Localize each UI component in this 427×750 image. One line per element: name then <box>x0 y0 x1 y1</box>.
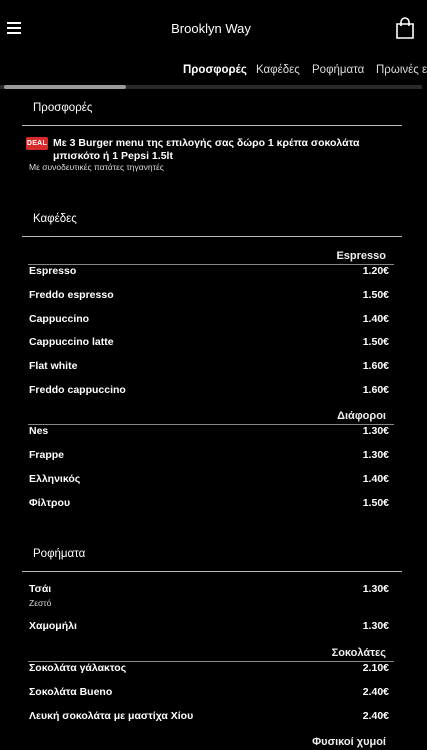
menu-item-price: 2.10€ <box>362 662 389 674</box>
section-title-drinks: Ροφήματα <box>33 548 86 560</box>
menu-item-price: 1.20€ <box>362 265 389 277</box>
menu-item-price: 1.60€ <box>362 384 389 396</box>
tab-offers[interactable]: Προσφορές <box>183 64 247 76</box>
menu-item-price: 1.50€ <box>362 289 389 301</box>
menu-item-name[interactable]: Freddo cappuccino <box>29 384 126 396</box>
menu-item-name[interactable]: Frappe <box>29 449 65 461</box>
menu-item-name[interactable]: Σοκολάτα Bueno <box>29 686 113 698</box>
menu-item-name[interactable]: Φίλτρου <box>29 497 71 509</box>
group-divider <box>28 424 394 425</box>
app-header <box>0 0 422 58</box>
section-title-offers: Προσφορές <box>33 102 93 114</box>
shopping-bag-icon[interactable] <box>395 17 415 39</box>
section-divider <box>22 571 402 572</box>
tabs-scroll-thumb[interactable] <box>4 85 126 89</box>
menu-item-price: 1.40€ <box>362 313 389 325</box>
menu-item-price: 1.30€ <box>362 449 389 461</box>
menu-item-name[interactable]: Σοκολάτα γάλακτος <box>29 662 127 674</box>
menu-item-name[interactable]: Λευκή σοκολάτα με μαστίχα Χίου <box>29 710 194 722</box>
menu-item-name[interactable]: Freddo espresso <box>29 289 114 301</box>
menu-item-name[interactable]: Espresso <box>29 265 77 277</box>
section-divider <box>22 125 402 126</box>
menu-item-price: 1.30€ <box>362 620 389 632</box>
menu-item-name[interactable]: Flat white <box>29 360 78 372</box>
menu-item-price: 1.30€ <box>362 425 389 437</box>
menu-item-name[interactable]: Τσάι <box>29 583 52 595</box>
menu-item-description: Ζεστό <box>29 598 52 608</box>
deal-badge: DEAL <box>26 137 48 150</box>
menu-item-price: 1.40€ <box>362 473 389 485</box>
menu-list <box>0 90 422 750</box>
group-divider <box>28 264 394 265</box>
menu-item-price: 1.60€ <box>362 360 389 372</box>
tab-coffees[interactable]: Καφέδες <box>256 64 300 76</box>
tabs-scrollbar[interactable] <box>0 85 422 89</box>
tab-breakfast[interactable]: Πρωινές ε <box>376 64 427 76</box>
section-title-coffees: Καφέδες <box>33 213 77 225</box>
menu-item-price: 2.40€ <box>362 686 389 698</box>
group-header-chocolates: Σοκολάτες <box>331 647 386 659</box>
deal-item-subtitle: Με συνοδευτικές πατάτες τηγανητές <box>29 162 164 172</box>
menu-item-price: 2.40€ <box>362 710 389 722</box>
menu-item-price: 1.50€ <box>362 336 389 348</box>
menu-item-name[interactable]: Cappuccino latte <box>29 336 114 348</box>
group-header-various: Διάφοροι <box>337 410 386 422</box>
menu-item-name[interactable]: Nes <box>29 425 49 437</box>
menu-item-name[interactable]: Χαμομήλι <box>29 620 77 632</box>
group-header-natural-juices: Φυσικοί χυμοί <box>312 736 386 748</box>
menu-item-price: 1.30€ <box>362 583 389 595</box>
section-divider <box>22 236 402 237</box>
menu-item-name[interactable]: Cappuccino <box>29 313 90 325</box>
group-header-espresso: Espresso <box>336 250 386 262</box>
menu-item-price: 1.50€ <box>362 497 389 509</box>
menu-item-name[interactable]: Ελληνικός <box>29 473 81 485</box>
deal-item-title[interactable]: Με 3 Burger menu της επιλογής σας δώρο 1 κρέπα σοκολάτα μπισκότο ή 1 Pepsi 1.5lt <box>53 137 360 162</box>
app-title: Brooklyn Way <box>171 21 251 36</box>
tab-drinks[interactable]: Ροφήματα <box>312 64 365 76</box>
